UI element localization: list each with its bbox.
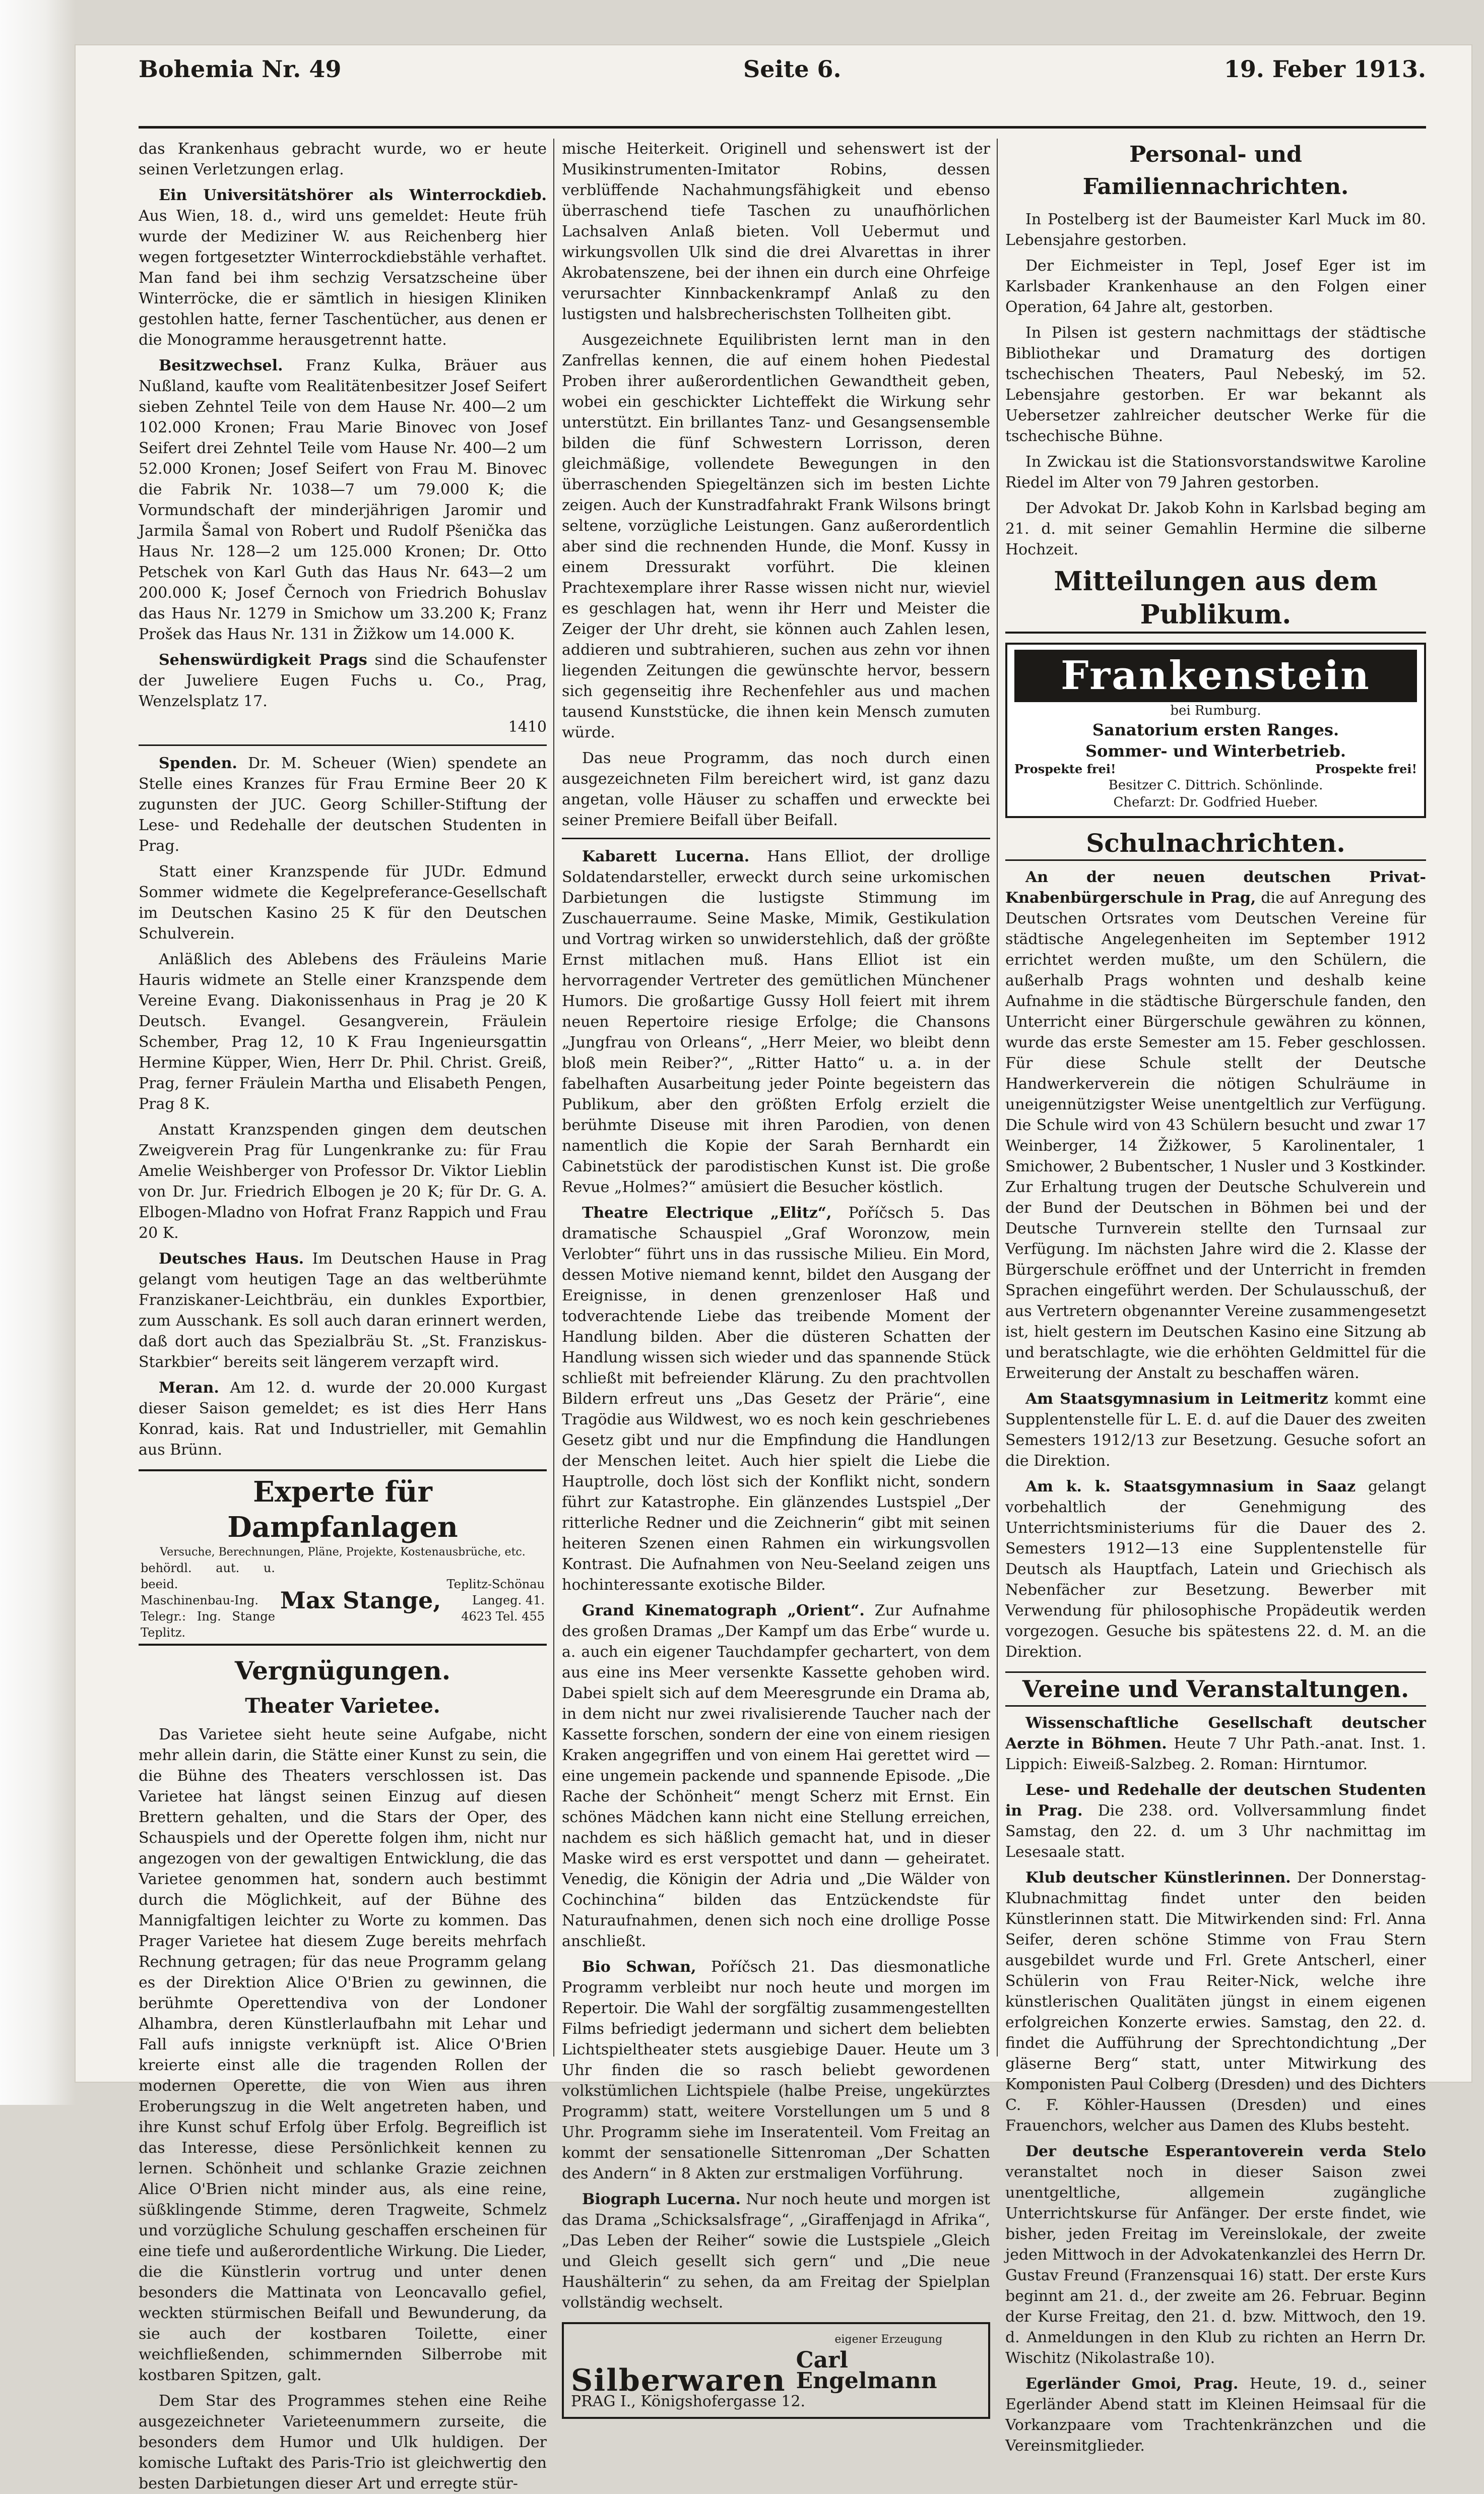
ad-small-text: eigener Erzeugung: [834, 2333, 943, 2346]
article-text: [562, 1957, 990, 2184]
article-text: In Postelberg ist der Baumeister Karl Muck im 80. Lebensjahre gestorben.: [1005, 211, 1426, 249]
article-text: [562, 1600, 990, 1952]
article-body: veranstaltet noch in dieser Saison zwei unentgeltliche, allgemein zugängliche Unterrichtskurse für Anfänger. Der erste findet, wie bisher, jeden Freitag im Vereinslokale, der zweite jeden Mittwoch in der Advokatenkanzlei des Herrn Dr. Gustav Freund (Franzensquai 16) statt. Der erste Kurs beginnt am 21. d., der zweite am 26. Februar. Beginn der Kurse Freitag, den 21. d. bzw. Mittwoch, den 19. d. Anmeldungen in den Klub zu richten an Herrn Dr. Wischitz (Nikolastraße 10).: [1005, 2163, 1426, 2367]
article-text: [139, 753, 547, 856]
article-text: [139, 355, 547, 645]
ad-prospect-row: [1014, 762, 1417, 777]
ad-phone-a: 4623: [461, 1609, 492, 1624]
article-heading: Grand Kinematograph „Orient“.: [582, 1602, 865, 1619]
ad-left-text: behördl. aut. u. beeid. Maschinenbau-Ing. Telegr.: Ing. Stange Teplitz.: [141, 1561, 275, 1640]
article-text: [562, 1203, 990, 1595]
article-body: Franz Kulka, Bräuer aus Nußland, kaufte vom Realitätenbesitzer Josef Seifert sieben Zehntel Teile von dem Hause Nr. 400—2 um 102.000 Kronen; Frau Marie Binovec von Josef Seifert drei Zehntel Teile vom Hause Nr. 400—2 um 52.000 Kronen; Josef Seifert von Frau M. Binovec die Fabrik Nr. 1038—7 um 79.000 K; die Vormundschaft der minderjährigen Jaromir und Jarmila Šamal von Robert und Rudolf Pšenička das Haus Nr. 128—2 um 125.000 Kronen; Dr. Otto Petschek von Karl Guth das Haus Nr. 643—2 um 200.000 K; Josef Černoch von Friedrich Bohuslav das Haus Nr. 1279 in Smichow um 33.200 K; Franz Prošek das Haus Nr. 131 in Žižkow um 14.000 K.: [139, 357, 547, 643]
ad-row: [571, 2329, 981, 2398]
column-2: [562, 139, 991, 2410]
article-body: Der Donnerstag-Klubnachmittag findet unter den beiden Künstlerinnen statt. Die Mitwirkenden sind: Frl. Anna Seifer, deren schöne Stimme von Frau Stern ausgebildet wurde und Frl. Grete Antscherl, einer Schülerin von Frau Reiter-Nick, welche ihre künstlerischen Qualitäten jüngst in einem eigenen erfolgreichen Konzerte erwies. Samstag, den 22. d. findet die Aufführung der Sprechtondichtung „Der gläserne Berg“ statt, unter Mitwirkung des Komponisten Paul Colberg (Dresden) und des Dichters C. F. Köhler-Haussen (Dresden) und eines Frauenchors, welcher aus Damen des Klubs besteht.: [1005, 1869, 1426, 2135]
scan-edge: [0, 0, 76, 2105]
column-divider: [997, 139, 998, 2056]
advertisement-dampfanlagen: [139, 1469, 547, 1646]
article-body: Die 238. ord. Vollversammlung findet Samstag, den 22. d. um 3 Uhr nachmittag im Lesesaale statt.: [1005, 1802, 1426, 1861]
article-body: Aus Wien, 18. d., wird uns gemeldet: Heute früh wurde der Mediziner W. aus Reichenberg hier wegen fortgesetzter Winterrockdiebstähle verhaftet. Man fand bei ihm sechzig Versatzscheine über Winterröcke, die er sämtlich in hiesigen Kliniken gestohlen hatte, ferner Taschentücher, aus denen er die Monogramme herausgetrennt hatte.: [139, 207, 547, 349]
article-body: sind die Schaufenster der Juweliere Eugen Fuchs u. Co., Prag, Wenzelsplatz 17.: [139, 651, 547, 710]
section-heading: Vereine und Veranstaltungen.: [1005, 1671, 1426, 1707]
ad-brand: Frankenstein: [1014, 650, 1417, 702]
article-text: [139, 1378, 547, 1460]
ad-season: Sommer- und Winterbetrieb.: [1085, 741, 1346, 761]
article-body: kommt eine Supplentenstelle für L. E. d. auf die Dauer des zweiten Semesters 1912/13 zur Besetzung. Gesuche sofort an die Direktion.: [1005, 1390, 1427, 1470]
advertisement-frankenstein: [1005, 643, 1426, 818]
header-rule: [139, 126, 1426, 129]
ad-location: bei Rumburg.: [1170, 703, 1261, 718]
article-text: [139, 185, 547, 350]
section-heading: Vergnügungen.: [234, 1656, 451, 1686]
article-text: [562, 846, 990, 1198]
divider: [139, 744, 547, 746]
article-heading: Besitzwechsel.: [159, 357, 283, 375]
article-text: Dem Star des Programmes stehen eine Reihe ausgezeichneter Varieteenummern zurseite, die besonders dem Humor und Ulk huldigen. Der komische Luftakt des Paris-Trio ist gleichwertig den besten Darbietungen dieser Art und erregte stür-: [139, 2392, 547, 2492]
article-body: die auf Anregung des Deutschen Ortsrates vom Deutschen Vereine für städtische Angelegenheiten im September 1912 errichtet werden mußte, um den Schülern, die außerhalb Prags wohnten und deshalb keine Aufnahme in die städtische Bürgerschule fanden, den Unterricht einer Bürgerschule gewähren zu können, wurde das erste Semester am 15. Feber geschlossen. Für diese Schule stellt der Deutsche Handwerkerverein die nötigen Schulräume in uneigennützigster Weise unentgeltlich zur Verfügung. Die Schule wird von 43 Schülern besucht und zwar 17 Weinberger, 14 Žižkower, 5 Karolinentaler, 1 Smichower, 2 Bubentscher, 1 Nusler und 3 Kostkinder. Zur Erhaltung trugen der Deutsche Schulverein und der Bund der Deutschen in Böhmen bei und der Deutsche Turnverein stellte den Turnsaal zur Verfügung. Im nächsten Jahre wird die 2. Klasse der Bürgerschule eröffnet und der Unterricht in fremden Sprachen eingeführt werden. Der Schulausschuß, der aus Vertretern obgenannter Vereine zusammengesetzt ist, hielt gestern im Deutschen Kasino eine Sitzung ab und beratschlagte, wie die erhöhten Geldmittel für die Erweiterung der Anstalt zu beschaffen wären.: [1005, 889, 1427, 1382]
subsection-heading: Theater Varietee.: [245, 1694, 440, 1718]
ad-brand: Silberwaren: [571, 2363, 786, 2398]
article-text: [1005, 1389, 1426, 1471]
advertisement-silberwaren: [562, 2322, 990, 2419]
column-3: [1005, 139, 1427, 2455]
article-heading: Kabarett Lucerna.: [582, 848, 750, 865]
article-body: Hans Elliot, der drollige Soldatendarsteller, erweckt durch seine urkomischen Darbietungen die lustigste Stimmung im Zuschauerraume. Seine Maske, Mimik, Gestikulation und Vortrag wirken so unwiderstehlich, daß der größte Ernst mitlachen muß. Hans Elliot ist ein hervorragender Vertreter des gemütlichen Münchener Humors. Die großartige Gussy Holl feiert mit ihrem neuen Repertoire riesige Erfolge; die Chansons „Jungfrau von Orleans“, „Herr Meier, wo bleibt denn bloß mein Reiber?“, „Ritter Hatto“ u. a. in der fabelhaften Ausarbeitung jeder Pointe begeistern das Publikum, aber den größten Erfolg erzielt die berühmte Diseuse mit ihren Parodien, von denen namentlich die Kopie der Sarah Bernhardt ein Cabinetstück der parodistischen Kunst ist. Die große Revue „Holmes?“ amüsiert die Besucher köstlich.: [562, 848, 990, 1196]
article-body: Nur noch heute und morgen ist das Drama „Schicksalsfrage“, „Giraffenjagd in Afrika“, „Das Leben der Reiher“ sowie die Lustspiele „Gleich und Gleich gesellt sich gern“ und „Die neue Haushälterin“ zu sehen, da am Freitag der Spielplan vollständig wechselt.: [562, 2191, 990, 2312]
article-body: Im Deutschen Hause in Prag gelangt vom heutigen Tage an das weltberühmte Franziskaner-Leichtbräu, ein dunkles Exportbier, zum Ausschank. Es soll auch daran erinnert werden, daß dort auch das Spezialbräu St. „St. Franziskus-Starkbier“ bereits seit längerem verzapft wird.: [139, 1250, 547, 1371]
article-heading: Der deutsche Esperantoverein verda Stelo: [1025, 2143, 1426, 2160]
header-issue: Bohemia Nr. 49: [139, 55, 342, 83]
ad-subtitle: Versuche, Berechnungen, Pläne, Projekte, Kostenausbrüche, etc.: [160, 1546, 526, 1558]
article-text: [1005, 1867, 1426, 2136]
article-text: Anläßlich des Ablebens des Fräuleins Marie Hauris widmete an Stelle einer Kranzspende dem Vereine Evang. Diakonissenhaus in Prag je 20 K Deutsch. Evangel. Gesangverein, Fräulein Schember, Prag 12, 10 K Frau Ingenieursgattin Hermine Küpper, Wien, Herr Dr. Phil. Christ. Greiß, Prag, ferner Fräulein Martha und Elisabeth Pengen, Prag 8 K.: [139, 951, 547, 1113]
header-date: 19. Feber 1913.: [1223, 55, 1426, 83]
article-heading: Deutsches Haus.: [159, 1250, 304, 1268]
article-heading: Lese- und Redehalle der deutschen Studenten in Prag.: [1005, 1781, 1426, 1820]
article-text: Das neue Programm, das noch durch einen ausgezeichneten Film bereichert wird, ist ganz dazu angetan, volle Häuser zu schaffen und erweckte bei seiner Premiere Beifall über Beifall.: [562, 750, 990, 829]
article-text: [139, 1249, 547, 1373]
ad-prospect-left: Prospekte frei!: [1014, 762, 1116, 776]
article-text: [139, 650, 547, 712]
article-text: das Krankenhaus gebracht wurde, wo er heute seinen Verletzungen erlag.: [139, 140, 547, 178]
ad-name: Carl Engelmann: [796, 2347, 937, 2394]
article-text: Ausgezeichnete Equilibristen lernt man in den Zanfrellas kennen, die auf einem hohen Piedestal Proben ihrer außerordentlichen Gewandtheit geben, wobei ein geschickter Lichteffekt die Wirkung sehr unterstützt. Ein brillantes Tanz- und Gesangsensemble bilden die fünf Schwestern Lorrisson, deren gleichmäßige, vollendete Bewegungen in den überraschenden Spiegeltänzen sich im besten Lichte zeigen. Auch der Kunstradfahrakt Frank Wilsons bringt seltene, vorzügliche Leistungen. Ganz außerordentlich aber sind die rechnenden Hunde, die Monf. Kussy in einem Dressurakt vorführt. Die kleinen Prachtexemplare ihrer Rasse wissen nicht nur, wieviel es geschlagen hat, wenn ihr Herr und Meister die Zeiger der Uhr dreht, sie können auch Zahlen lesen, addieren und subtrahieren, suchen aus zehn vor ihnen liegenden Zeitungen die gewünschte hervor, bessern sich gegenseitig ihre Rechenfehler aus und machen tausend Kunststücke, die ihnen kein Mensch zumuten würde.: [562, 331, 990, 741]
article-text: [1005, 2374, 1426, 2456]
article-body: Am 12. d. wurde der 20.000 Kurgast dieser Saison gemeldet; es ist dies Herr Hans Konrad, kais. Rat und Industrieller, mit Gemahlin aus Brünn.: [139, 1379, 547, 1459]
article-text: mische Heiterkeit. Originell und sehenswert ist der Musikinstrumenten-Imitator Robins, dessen verblüffende Nachahmungsfähigkeit und ebenso überraschend tiefe Taschen zu unaufhörlichen Lachsalven Anlaß bieten. Voll Uebermut und wirkungsvollen Ulk sind die drei Alvarettas in ihrer Akrobatenszene, bei der ihnen ein durch eine Ohrfeige verursachter Kinnbackenkrampf Anlaß zu den lustigsten und halsbrecherischsten Tollheiten gibt.: [562, 140, 990, 323]
ad-phone: [446, 1608, 545, 1625]
article-text: Anstatt Kranzspenden gingen dem deutschen Zweigverein Prag für Lungenkranke zu: für Frau Amelie Weishberger von Professor Dr. Viktor Lieblin von Dr. Jur. Friedrich Elbogen je 20 K; für Dr. G. A. Elbogen-Mladno von Hofrat Franz Rappich und Frau 20 K.: [139, 1121, 547, 1242]
article-heading: Wissenschaftliche Gesellschaft deutscher Aerzte in Böhmen.: [1005, 1714, 1426, 1753]
article-text: Statt einer Kranzspende für JUDr. Edmund Sommer widmete die Kegelpreferance-Gesellschaft im Deutschen Kasino 25 K für den Deutschen Schulverein.: [139, 863, 547, 943]
column-divider: [553, 139, 554, 2056]
article-body: Poříčsch 5. Das dramatische Schauspiel „Graf Woronzow, mein Verlobter“ führt uns in das russische Milieu. Ein Mord, dessen Motive niemand kennt, bildet den Ausgang der Ereignisse, in denen grenzenloser Haß und todverachtende Liebe das treibende Moment der Handlung bilden. Aber die düsteren Schatten der Handlung wissen sich wieder und das spannende Stück schließt mit befreiender Klärung. Zu den prachtvollen Bildern erfreut uns „Das Gesetz der Prärie“, eine Tragödie aus Wildwest, wo es noch kein geschriebenes Gesetz gibt und nur die Empfindung die Handlungen der Menschen leitet. Auch hier spielt die Liebe die Hauptrolle, doch löst sich der Konflikt nicht, sondern führt zur Katastrophe. Ein glänzendes Lustspiel „Der ritterliche Redner und die Zeichnerin“ gibt mit seinen heiteren Szenen einen Rahmen ein wirkungsvollen Kontrast. Die Aufnahmen von Neu-Seeland zeigen uns hochinteressante exotische Bilder.: [562, 1204, 991, 1594]
article-body: Dr. M. Scheuer (Wien) spendete an Stelle eines Kranzes für Frau Ermine Beer 20 K zugunsten der JUC. Georg Schiller-Stiftung der Lese- und Redehalle der deutschen Studenten in Prag.: [139, 755, 547, 855]
article-text: [562, 2189, 990, 2313]
ad-maker: [796, 2329, 981, 2394]
ad-body: [141, 1560, 545, 1641]
article-heading: Biograph Lucerna.: [582, 2191, 741, 2208]
ad-right-text: [446, 1576, 545, 1625]
article-heading: Am Staatsgymnasium in Leitmeritz: [1025, 1390, 1328, 1408]
ad-address: PRAG I., Königshofergasse 12.: [571, 2393, 806, 2410]
article-text: Der Advokat Dr. Jakob Kohn in Karlsbad beging am 21. d. mit seiner Gemahlin Hermine die silberne Hochzeit.: [1005, 500, 1426, 558]
article-heading: Spenden.: [159, 755, 237, 772]
article-text: Der Eichmeister in Tepl, Josef Eger ist im Karlsbader Krankenhause an den Folgen einer Operation, 64 Jahre alt, gestorben.: [1005, 257, 1426, 316]
article-text: [1005, 1713, 1426, 1775]
article-text: In Pilsen ist gestern nachmittags der städtische Bibliothekar und Dramaturg des dortigen tschechischen Theaters, Paul Nebeský, im 52. Lebensjahre gestorben. Er war bekannt als Uebersetzer zahlreicher deutscher Werke für die tschechische Bühne.: [1005, 324, 1426, 445]
public-notices-heading: Mitteilungen aus dem Publikum.: [1005, 565, 1426, 634]
article-text: [1005, 1780, 1426, 1862]
header-page-number: Seite 6.: [743, 55, 842, 83]
article-text: Das Varietee sieht heute seine Aufgabe, nicht mehr allein darin, die Stätte einer Kunst zu sein, die die Bühne des Theaters verschlossen ist. Das Varietee hat längst seinen Einzug auf diesen Brettern gehalten, und die Stars der Oper, des Schauspiels und der Operette folgen ihm, nicht nur angezogen von der gewaltigen Entwicklung, die das Varietee genommen hat, sondern auch bestimmt durch die Möglichkeit, auf der Bühne des Mannigfaltigen leichter zu Worte zu kommen. Das Prager Varietee hat diesem Zuge bereits mehrfach Rechnung getragen; für das neue Programm gelang es der Direktion Alice O'Brien zu gewinnen, die berühmte Operettendiva von der Londoner Alhambra, deren Künstlerlaufbahn mit Lehar und Fall aufs innigste verknüpft ist. Alice O'Brien kreierte einst alle die tragenden Rollen der modernen Operette, die von Wien aus ihren Eroberungszug in die Welt angetreten haben, und ihre Kunst schuf Erfolg über Erfolg. Begreiflich ist das Interesse, diese Persönlichkeit kennen zu lernen. Schönheit und schlanke Grazie zeichnen Alice O'Brien nicht minder aus, als eine reine, süßklingende Stimme, deren Tragweite, Schmelz und vorzügliche Schulung geschaffen erscheinen für eine tiefe und außerordentliche Wirkung. Die Lieder, die die Künstlerin vortrug und unter denen besonders die Mattinata von Leoncavallo gefiel, weckten stürmischen Beifall und Bewunderung, da sie auch der kostbaren Toilette, einer weichfließenden, schimmernden Silberrobe mit kostbaren Spitzen, galt.: [139, 1726, 547, 2384]
article-body: Heute 7 Uhr Path.-anat. Inst. 1. Lippich: Eiweiß-Salzbeg. 2. Roman: Hirntumor.: [1005, 1735, 1426, 1773]
article-body: Zur Aufnahme des großen Dramas „Der Kampf um das Erbe“ wurde u. a. auch ein eigener Tauchdampfer gechartert, von dem aus eine ins Meer versenkte Kassette gehoben wird. Dabei spielt sich auf dem Meeresgrunde ein Drama ab, in dem nicht nur zwei rivalisierende Taucher nach der Kassette forschen, sondern der eine von einem riesigen Kraken angegriffen und von einem Hai gerettet wird — eine ungemein packende und spannende Episode. „Die Rache der Schönheit“ mengt Scherz mit Ernst. Ein schönes Mädchen kann nicht eine Stellung erreichen, nachdem es sich häßlich gemacht hat, und in dieser Maske wird es erst verspottet und dann — geheiratet. Venedig, die Königin der Adria und „Die Wälder von Cochinchina“ bilden das Entzückendste für Naturaufnahmen, denen sich noch eine drollige Posse anschließt.: [562, 1602, 990, 1950]
article-body: gelangt vorbehaltlich der Genehmigung des Unterrichtsministeriums für die Dauer des 2. Semesters 1912—13 eine Supplentenstelle für Deutsch als Hauptfach, Latein und Griechisch als Nebenfächer zur Besetzung. Bewerber mit Verwendung für philosophische Propädeutik werden vorgezogen. Gesuche bis spätestens 22. d. M. an die Direktion.: [1005, 1478, 1426, 1661]
ad-physician: Chefarzt: Dr. Godfried Hueber.: [1113, 795, 1318, 810]
ad-number: 1410: [508, 718, 547, 736]
article-body: Heute, 19. d., seiner Egerländer Abend statt im Kleinen Heimsaal für die Vorkanzpaare vom Trachtenkränzchen und die Vereinsmitglieder.: [1005, 2375, 1427, 2455]
article-heading: Bio Schwan,: [582, 1958, 696, 1976]
page-header: [139, 55, 1426, 101]
article-heading: Theatre Electrique „Elitz“,: [582, 1204, 832, 1222]
ad-owner: Besitzer C. Dittrich. Schönlinde.: [1108, 778, 1323, 793]
article-heading: Sehenswürdigkeit Prags: [159, 651, 367, 669]
ad-address: Teplitz-Schönau Langeg. 41.: [446, 1577, 545, 1607]
ad-name: Max Stange,: [280, 1587, 441, 1614]
article-text: [1005, 2141, 1426, 2368]
ad-phone-b: Tel. 455: [495, 1609, 545, 1624]
section-heading: Personal- und Familiennachrichten.: [1082, 142, 1349, 200]
article-heading: Egerländer Gmoi, Prag.: [1025, 2375, 1239, 2393]
ad-tagline: Sanatorium ersten Ranges.: [1092, 720, 1339, 739]
section-heading: Schulnachrichten.: [1005, 827, 1426, 861]
article-text: [1005, 867, 1426, 1384]
article-heading: Meran.: [159, 1379, 219, 1397]
article-heading: An der neuen deutschen Privat-Knabenbürgerschule in Prag,: [1005, 868, 1426, 907]
article-heading: Ein Universitätshörer als Winterrockdieb.: [159, 186, 547, 204]
ad-title: Experte für Dampfanlagen: [227, 1475, 458, 1544]
article-heading: Klub deutscher Künstlerinnen.: [1025, 1869, 1291, 1887]
article-body: Poříčsch 21. Das diesmonatliche Programm verbleibt nur noch heute und morgen im Repertoir. Die Wahl der sorgfältig zusammengestellten Films befriedigt jedermann und sichert dem beliebten Lichtspieltheater stets ausgiebige Dauer. Heute um 3 Uhr finden die so rasch beliebt gewordenen volkstümlichen Lichtspiele (halbe Preise, ungekürztes Programm) statt, weitere Vorstellungen um 5 und 8 Uhr. Programm siehe im Inseratenteil. Vom Freitag an kommt der sensationelle Sittenroman „Der Schatten des Andern“ in 8 Akten zur erstmaligen Vorführung.: [562, 1958, 990, 2183]
article-text: In Zwickau ist die Stationsvorstandswitwe Karoline Riedel im Alter von 79 Jahren gestorben.: [1005, 453, 1426, 491]
ad-prospect-right: Prospekte frei!: [1315, 762, 1417, 776]
article-heading: Am k. k. Staatsgymnasium in Saaz: [1025, 1478, 1356, 1495]
article-text: [1005, 1476, 1426, 1662]
divider: [562, 838, 990, 839]
column-1: [139, 139, 547, 2492]
